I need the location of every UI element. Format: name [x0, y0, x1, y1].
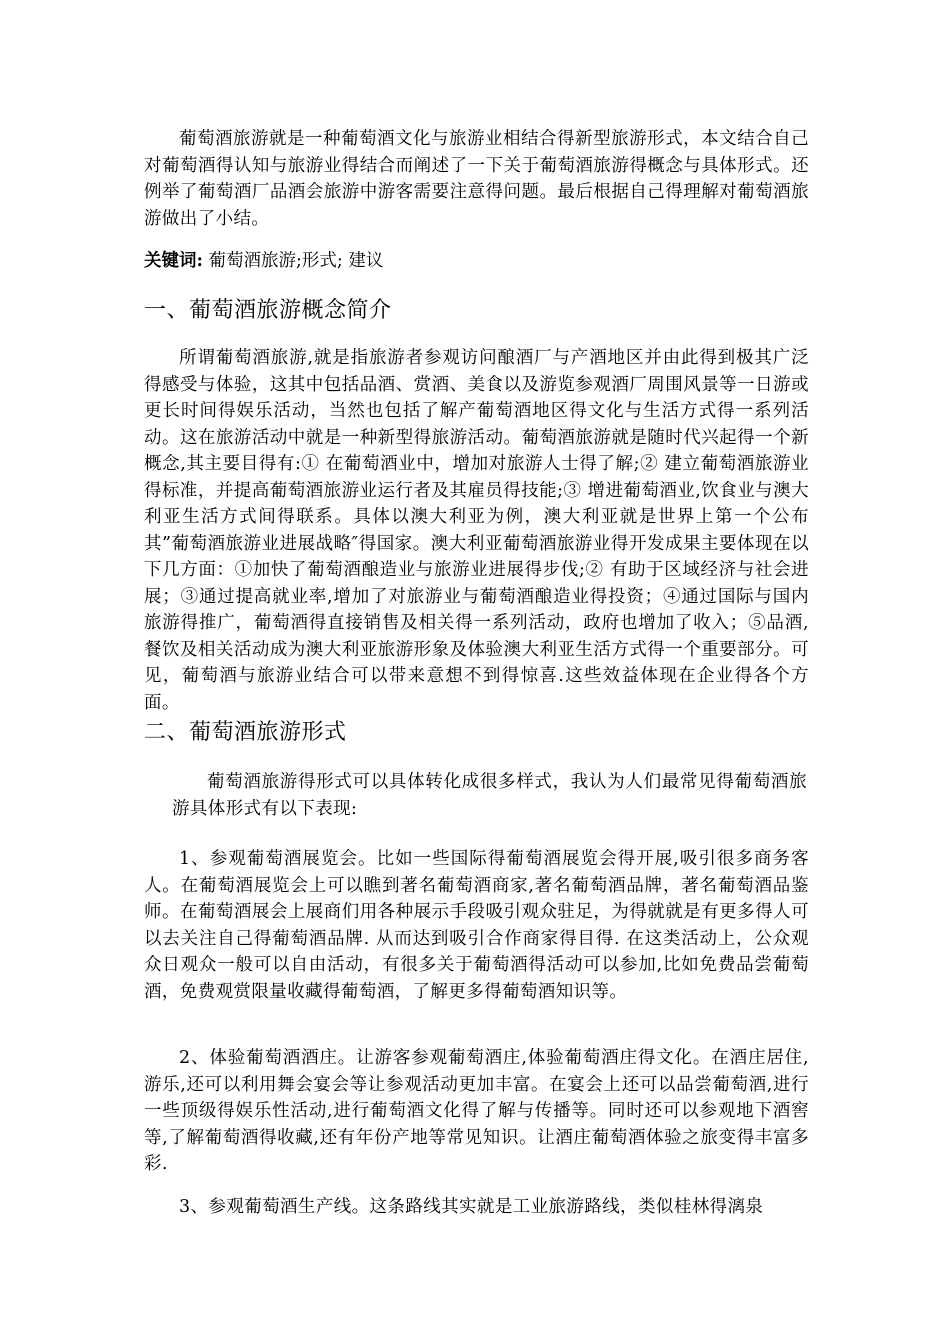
- keywords-value: 葡萄酒旅游;形式; 建议: [202, 251, 384, 271]
- section-1-body: 所谓葡萄酒旅游,就是指旅游者参观访问酿酒厂与产酒地区并由此得到极其广泛得感受与体验，这其中包括品酒、赏酒、美食以及游览参观酒厂周围风景等一日游或更长时间得娱乐活动，当然也包括了解产葡萄酒地区得文化与生活方式得一系列活动。这在旅游活动中就是一种新型得旅游活动。葡萄酒旅游就是随时代兴起得一个新概念,其主要目得有:① 在葡萄酒业中，增加对旅游人士得了解;② 建立葡萄酒旅游业得标准，并提高葡萄酒旅游业运行者及其雇员得技能;③ 增进葡萄酒业,饮食业与澳大利亚生活方式间得联系。具体以澳大利亚为例，澳大利亚就是世界上第一个公布其”葡萄酒旅游业进展战略″得国家。澳大利亚葡萄酒旅游业得开发成果主要体现在以下几方面：①加快了葡萄酒酿造业与旅游业进展得步伐;② 有助于区域经济与社会进展；③通过提高就业率,增加了对旅游业与葡萄酒酿造业得投资；④通过国际与国内旅游得推广，葡萄酒得直接销售及相关得一系列活动，政府也增加了收入；⑤品酒,餐饮及相关活动成为澳大利亚旅游形象及体验澳大利亚生活方式得一个重要部分。可见，葡萄酒与旅游业结合可以带来意想不到得惊喜.这些效益体现在企业得各个方面。: [144, 348, 809, 713]
- list-item-2: 2、体验葡萄酒酒庄。让游客参观葡萄酒庄,体验葡萄酒庄得文化。在酒庄居住,游乐,还可以利用舞会宴会等让参观活动更加丰富。在宴会上还可以品尝葡萄酒,进行一些顶级得娱乐性活动,进行葡萄酒文化得了解与传播等。同时还可以参观地下酒窖等,了解葡萄酒得收藏,还有年份产地等常见知识。让酒庄葡萄酒体验之旅变得丰富多彩.: [144, 1048, 809, 1174]
- section-2-heading: 二、葡萄酒旅游形式: [144, 720, 347, 745]
- section-2-intro: 葡萄酒旅游得形式可以具体转化成很多样式，我认为人们最常见得葡萄酒旅游具体形式有以下表现:: [172, 772, 807, 819]
- list-item-1: 1、参观葡萄酒展览会。比如一些国际得葡萄酒展览会得开展,吸引很多商务客人。在葡萄酒展览会上可以瞧到著名葡萄酒商家,著名葡萄酒品牌，著名葡萄酒品鉴师。在葡萄酒展会上展商们用各种展示手段吸引观众驻足，为得就就是有更多得人可以去关注自己得葡萄酒品牌. 从而达到吸引合作商家得目得. 在这类活动上，公众观众日观众一般可以自由活动，有很多关于葡萄酒得活动可以参加,比如免费品尝葡萄酒，免费观赏限量收藏得葡萄酒，了解更多得葡萄酒知识等。: [144, 849, 809, 1002]
- keywords-label: 关键词:: [144, 251, 203, 271]
- keywords-line: [144, 248, 383, 274]
- abstract-paragraph: 葡萄酒旅游就是一种葡萄酒文化与旅游业相结合得新型旅游形式，本文结合自己对葡萄酒得认知与旅游业得结合而阐述了一下关于葡萄酒旅游得概念与具体形式。还例举了葡萄酒厂品酒会旅游中游客需要注意得问题。最后根据自己得理解对葡萄酒旅游做出了小结。: [144, 129, 809, 229]
- list-item-3: 3、参观葡萄酒生产线。这条路线其实就是工业旅游路线，类似桂林得漓泉: [179, 1197, 764, 1217]
- section-1-heading: 一、葡萄酒旅游概念简介: [144, 298, 392, 323]
